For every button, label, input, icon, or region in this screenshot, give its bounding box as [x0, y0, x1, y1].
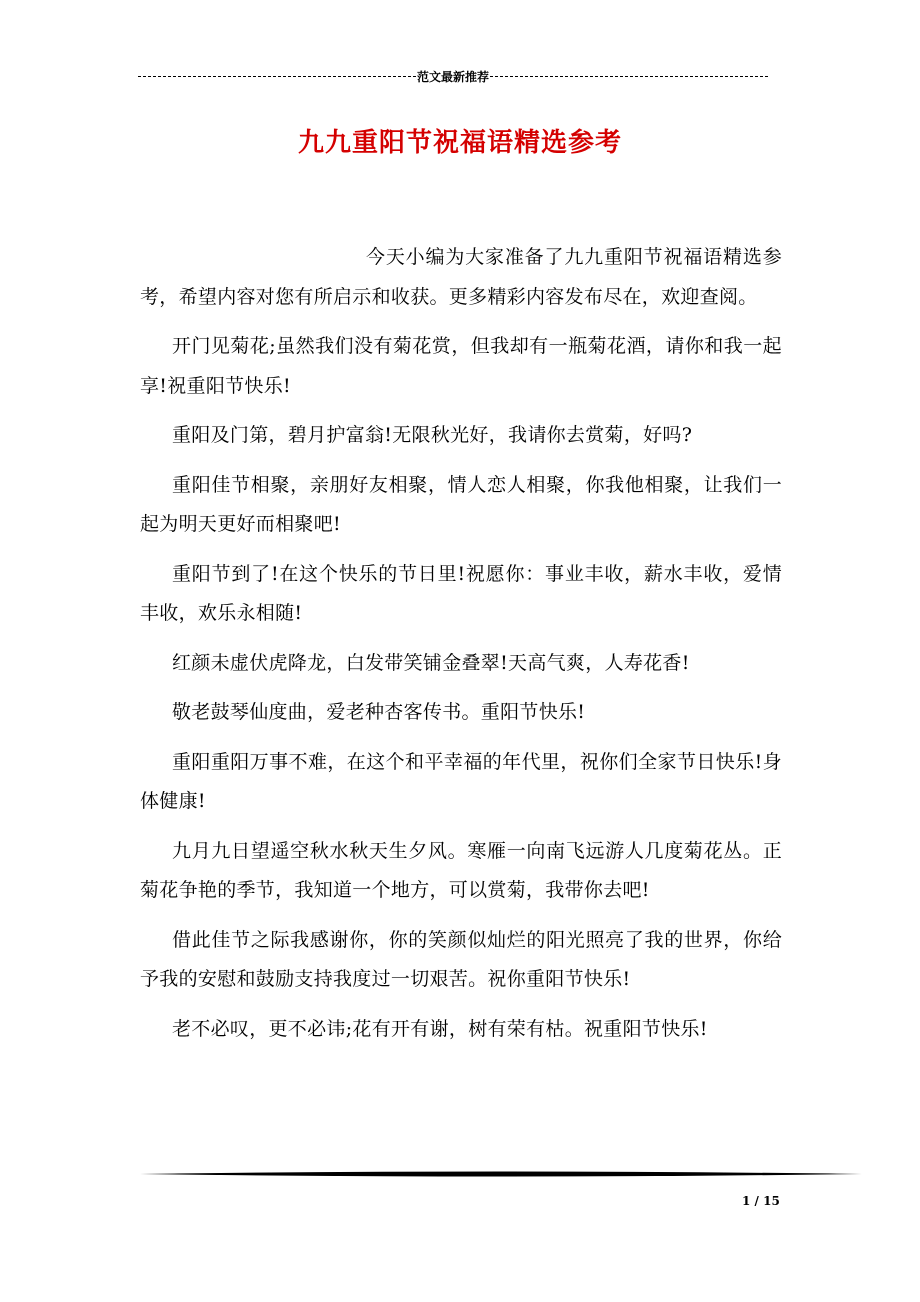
body-paragraph: 重阳重阳万事不难，在这个和平幸福的年代里，祝你们全家节日快乐!身体健康!: [140, 750, 782, 812]
body-paragraph: 开门见菊花;虽然我们没有菊花赏，但我却有一瓶菊花酒，请你和我一起享!祝重阳节快乐!: [140, 335, 782, 397]
header-dash-left: [138, 76, 416, 77]
body-paragraph: 老不必叹，更不必讳;花有开有谢，树有荣有枯。祝重阳节快乐!: [172, 1017, 708, 1040]
document-body: [140, 238, 782, 1059]
body-paragraph: 红颜未虚伏虎降龙，白发带笑铺金叠翠!天高气爽，人寿花香!: [172, 651, 690, 674]
body-paragraph: 九月九日望遥空秋水秋天生夕风。寒雁一向南飞远游人几度菊花丛。正菊花争艳的季节，我知道一个地方，可以赏菊，我带你去吧!: [140, 839, 782, 901]
intro-paragraph: 今天小编为大家准备了九九重阳节祝福语精选参考，希望内容对您有所启示和收获。更多精彩内容发布尽在，欢迎查阅。: [140, 246, 782, 308]
body-paragraph: 敬老鼓琴仙度曲，爱老种杏客传书。重阳节快乐!: [172, 701, 586, 723]
body-paragraph: 重阳节到了!在这个快乐的节日里!祝愿你：事业丰收，薪水丰收，爱情丰收，欢乐永相随!: [140, 562, 782, 624]
body-paragraph: 借此佳节之际我感谢你，你的笑颜似灿烂的阳光照亮了我的世界，你给予我的安慰和鼓励支持我度过一切艰苦。祝你重阳节快乐!: [140, 928, 782, 990]
body-paragraph: 重阳及门第，碧月护富翁!无限秋光好，我请你去赏菊，好吗?: [172, 424, 693, 446]
page-number: 1 / 15: [742, 1194, 780, 1208]
document-title: 九九重阳节祝福语精选参考: [297, 128, 622, 158]
body-paragraph: 重阳佳节相聚，亲朋好友相聚，情人恋人相聚，你我他相聚，让我们一起为明天更好而相聚吧!: [140, 473, 782, 535]
header-dash-right: [490, 76, 768, 77]
header-banner: [138, 66, 768, 86]
header-label: 范文最新推荐: [417, 69, 490, 84]
footer-divider: [140, 1168, 862, 1180]
